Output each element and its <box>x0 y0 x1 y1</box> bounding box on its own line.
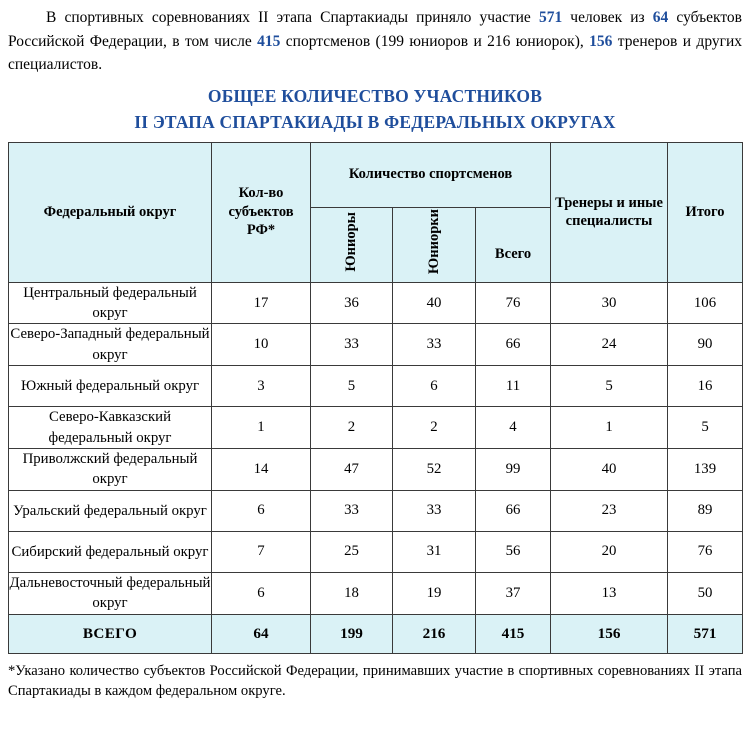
cell-juniors-f: 19 <box>393 572 476 614</box>
table-row <box>9 572 743 614</box>
cell-coaches: 20 <box>551 531 668 572</box>
cell-coaches: 40 <box>551 449 668 491</box>
cell-juniors-f: 2 <box>393 407 476 449</box>
intro-highlight-number: 156 <box>589 32 613 50</box>
cell-region: Уральский федеральный округ <box>9 490 212 531</box>
cell-region: Южный федеральный округ <box>9 366 212 407</box>
cell-juniors-m: 18 <box>311 572 393 614</box>
cell-juniors-m: 33 <box>311 490 393 531</box>
total-cell-juniors-female: 216 <box>393 614 476 653</box>
page-title-line-1: ОБЩЕЕ КОЛИЧЕСТВО УЧАСТНИКОВ <box>207 85 543 106</box>
cell-region: Приволжский федеральный округ <box>9 449 212 491</box>
cell-juniors-f: 33 <box>393 324 476 366</box>
cell-region: Центральный федеральный округ <box>9 282 212 324</box>
total-cell-coaches: 156 <box>551 614 668 653</box>
cell-region: Сибирский федеральный округ <box>9 531 212 572</box>
table-row <box>9 366 743 407</box>
cell-juniors-m: 2 <box>311 407 393 449</box>
cell-coaches: 1 <box>551 407 668 449</box>
cell-juniors-m: 25 <box>311 531 393 572</box>
cell-region: Дальневосточный федеральный округ <box>9 572 212 614</box>
cell-juniors-f: 40 <box>393 282 476 324</box>
intro-text-segment: тренеров и других специалистов. <box>8 32 743 74</box>
table-row <box>9 490 743 531</box>
cell-coaches: 13 <box>551 572 668 614</box>
intro-highlight-number: 571 <box>538 9 563 26</box>
table-row <box>9 282 743 324</box>
title-block <box>0 85 750 142</box>
cell-juniors-f: 33 <box>393 490 476 531</box>
cell-row-total: 106 <box>668 282 743 324</box>
intro-highlight-number: 415 <box>257 32 281 50</box>
total-cell-grand-total: 571 <box>668 614 743 653</box>
cell-athletes-total: 99 <box>476 449 551 491</box>
table-row <box>9 531 743 572</box>
table-total-row <box>9 614 743 653</box>
cell-juniors-f: 31 <box>393 531 476 572</box>
col-header-athletes-total: Всего <box>476 207 551 282</box>
cell-athletes-total: 66 <box>476 324 551 366</box>
intro-text-segment: человек из <box>562 9 653 26</box>
page-title-line-2: II ЭТАПА СПАРТАКИАДЫ В ФЕДЕРАЛЬНЫХ ОКРУГАХ <box>134 112 616 133</box>
table-row <box>9 449 743 491</box>
total-cell-label: ВСЕГО <box>9 614 212 653</box>
col-header-juniors-female-label: Юниорки <box>425 209 442 275</box>
cell-athletes-total: 37 <box>476 572 551 614</box>
col-header-region: Федеральный округ <box>9 142 212 282</box>
col-header-juniors-male-label: Юниоры <box>343 212 360 272</box>
intro-paragraph <box>0 0 750 77</box>
cell-region: Северо-Кавказский федеральный округ <box>9 407 212 449</box>
cell-athletes-total: 4 <box>476 407 551 449</box>
cell-juniors-f: 6 <box>393 366 476 407</box>
total-cell-juniors-male: 199 <box>311 614 393 653</box>
total-cell-subjects: 64 <box>212 614 311 653</box>
intro-text-segment: спортсменов (199 юниоров и 216 юниорок), <box>280 32 590 50</box>
cell-row-total: 5 <box>668 407 743 449</box>
cell-coaches: 24 <box>551 324 668 366</box>
col-header-juniors-male <box>311 207 393 282</box>
cell-athletes-total: 11 <box>476 366 551 407</box>
intro-highlight-number: 64 <box>652 9 669 26</box>
cell-subjects: 14 <box>212 449 311 491</box>
table-row <box>9 324 743 366</box>
cell-coaches: 23 <box>551 490 668 531</box>
cell-coaches: 30 <box>551 282 668 324</box>
table-row <box>9 407 743 449</box>
cell-juniors-m: 36 <box>311 282 393 324</box>
cell-row-total: 90 <box>668 324 743 366</box>
cell-row-total: 89 <box>668 490 743 531</box>
cell-row-total: 16 <box>668 366 743 407</box>
col-header-athletes-group: Количество спортсменов <box>311 142 551 207</box>
footnote: *Указано количество субъектов Российской Федерации, принимавших участие в спортивных соревнованиях II этапа Спартакиады в каждом федеральном округе. <box>8 662 742 700</box>
cell-athletes-total: 66 <box>476 490 551 531</box>
cell-subjects: 10 <box>212 324 311 366</box>
table-header <box>9 142 743 282</box>
cell-subjects: 7 <box>212 531 311 572</box>
header-row-1 <box>9 142 743 207</box>
cell-athletes-total: 76 <box>476 282 551 324</box>
col-header-coaches: Тренеры и иные специалисты <box>551 142 668 282</box>
cell-subjects: 6 <box>212 572 311 614</box>
col-header-juniors-female <box>393 207 476 282</box>
cell-row-total: 50 <box>668 572 743 614</box>
intro-text-segment: В спортивных соревнованиях II этапа Спартакиады приняло участие <box>46 9 539 26</box>
intro-text-segment: субъектов Российской Федерации, в том числе <box>8 9 742 50</box>
cell-juniors-m: 47 <box>311 449 393 491</box>
participants-table <box>8 142 743 654</box>
table-container <box>0 142 750 654</box>
cell-juniors-f: 52 <box>393 449 476 491</box>
cell-juniors-m: 33 <box>311 324 393 366</box>
table-body <box>9 282 743 653</box>
cell-subjects: 1 <box>212 407 311 449</box>
cell-row-total: 76 <box>668 531 743 572</box>
col-header-grand-total: Итого <box>668 142 743 282</box>
cell-coaches: 5 <box>551 366 668 407</box>
cell-row-total: 139 <box>668 449 743 491</box>
cell-region: Северо-Западный федеральный округ <box>9 324 212 366</box>
col-header-subjects: Кол-во субъектов РФ* <box>212 142 311 282</box>
cell-subjects: 6 <box>212 490 311 531</box>
cell-athletes-total: 56 <box>476 531 551 572</box>
cell-juniors-m: 5 <box>311 366 393 407</box>
cell-subjects: 3 <box>212 366 311 407</box>
cell-subjects: 17 <box>212 282 311 324</box>
total-cell-athletes-total: 415 <box>476 614 551 653</box>
